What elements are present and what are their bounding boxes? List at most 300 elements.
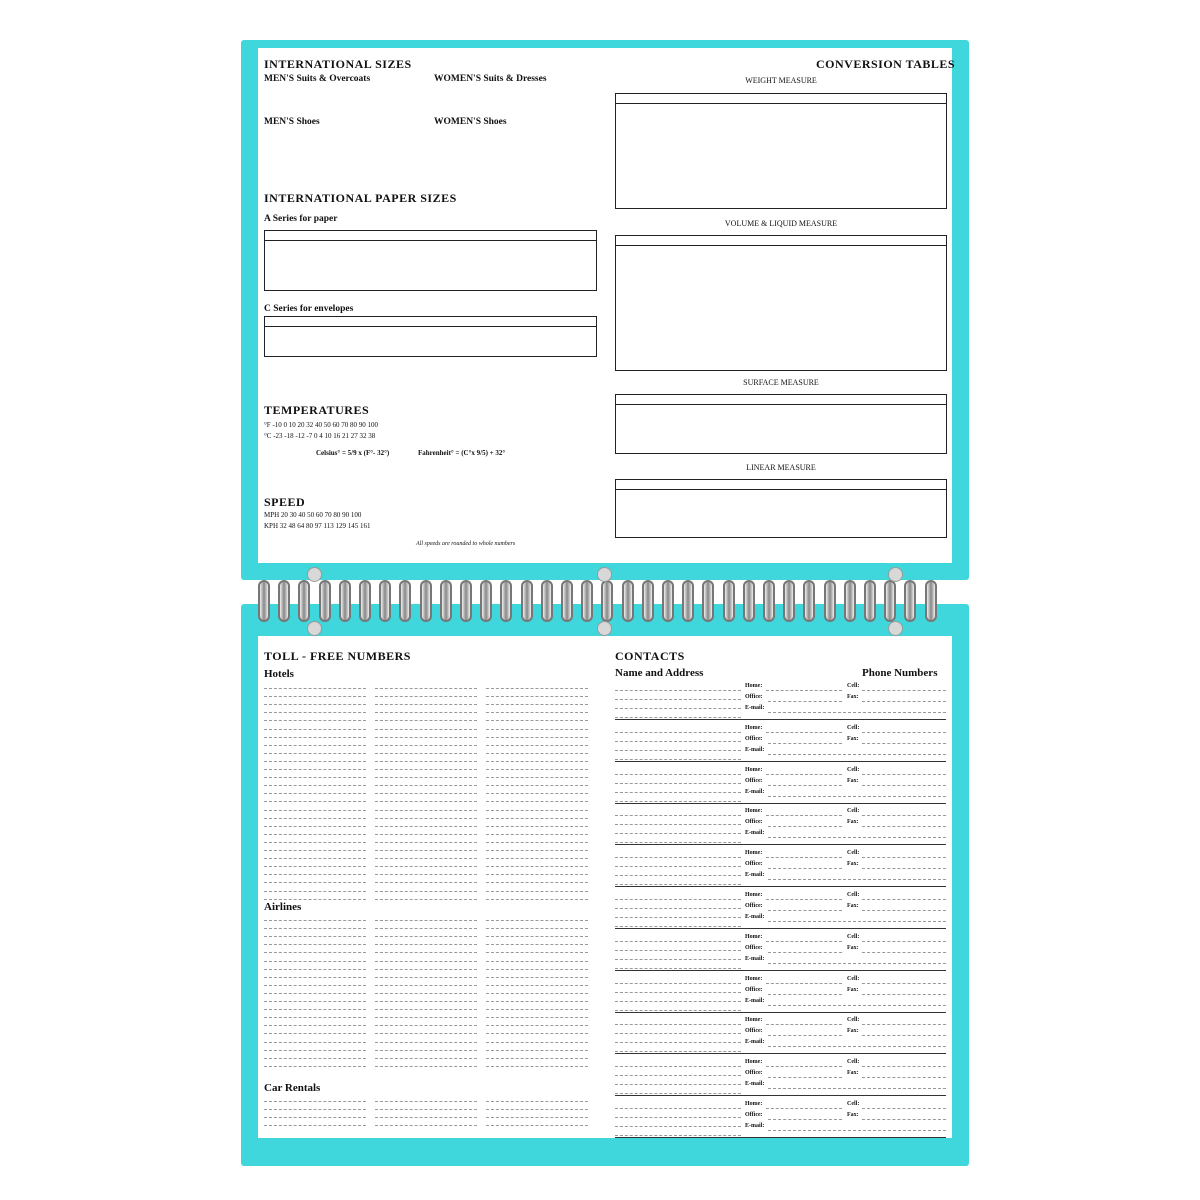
office-label: Office: — [745, 819, 763, 826]
entry-line — [264, 720, 366, 721]
entry-line — [486, 952, 588, 953]
entry-line — [766, 815, 842, 816]
entry-line — [264, 696, 366, 697]
entry-line — [375, 936, 477, 937]
entry-line — [615, 717, 741, 718]
coil — [379, 580, 391, 622]
entry-line — [375, 874, 477, 875]
entry-line — [375, 745, 477, 746]
hole — [307, 621, 322, 636]
entry-line — [486, 1109, 588, 1110]
home-label: Home: — [745, 1017, 763, 1024]
entry-line — [375, 993, 477, 994]
entry-line — [486, 944, 588, 945]
email-label: E-mail: — [745, 746, 765, 753]
entry-line — [486, 769, 588, 770]
entry-line — [486, 1050, 588, 1051]
contact-divider — [615, 803, 946, 804]
entry-line — [486, 712, 588, 713]
coil — [500, 580, 512, 622]
entry-line — [375, 899, 477, 900]
entry-line — [375, 696, 477, 697]
fax-label: Fax: — [847, 777, 859, 784]
entry-line — [375, 1009, 477, 1010]
cell-label: Cell: — [847, 975, 860, 982]
office-label: Office: — [745, 903, 763, 909]
name-address-heading: Name and Address — [615, 667, 704, 679]
entry-line — [375, 801, 477, 802]
entry-line — [615, 842, 741, 843]
entry-line — [264, 801, 366, 802]
entry-line — [862, 1024, 946, 1025]
entry-line — [264, 712, 366, 713]
entry-line — [486, 920, 588, 921]
entry-line — [375, 1017, 477, 1018]
entry-line — [375, 928, 477, 929]
entry-line — [375, 777, 477, 778]
entry-line — [768, 879, 946, 880]
entry-line — [615, 750, 741, 751]
entry-line — [375, 944, 477, 945]
coil — [622, 580, 634, 622]
entry-line — [264, 1017, 366, 1018]
coil — [480, 580, 492, 622]
contact-divider — [615, 886, 946, 887]
entry-line — [862, 941, 946, 942]
entry-line — [766, 732, 842, 733]
coil — [723, 580, 735, 622]
entry-line — [768, 994, 842, 995]
entry-line — [486, 977, 588, 978]
home-label: Home: — [745, 1059, 763, 1066]
home-label: Home: — [745, 892, 763, 898]
coil — [258, 580, 270, 622]
coil — [904, 580, 916, 622]
temp-c-row: °C -23 -18 -12 -7 0 4 10 16 21 27 32 38 — [264, 432, 376, 440]
entry-line — [486, 1042, 588, 1043]
fax-label: Fax: — [847, 1112, 859, 1118]
entry-line — [615, 792, 741, 793]
coil — [399, 580, 411, 622]
hole — [307, 567, 322, 582]
entry-line — [486, 1009, 588, 1010]
entry-line — [264, 899, 366, 900]
entry-line — [768, 1005, 946, 1006]
entry-line — [615, 1001, 741, 1002]
entry-line — [375, 1101, 477, 1102]
entry-line — [768, 1046, 946, 1047]
cell-label: Cell: — [847, 1059, 860, 1066]
entry-line — [615, 699, 741, 700]
entry-line — [862, 690, 946, 691]
entry-line — [768, 837, 946, 838]
coil — [541, 580, 553, 622]
entry-line — [486, 1058, 588, 1059]
car-rentals-heading: Car Rentals — [264, 1082, 321, 1094]
home-label: Home: — [745, 850, 763, 857]
email-label: E-mail: — [745, 872, 765, 879]
coil — [319, 580, 331, 622]
entry-line — [862, 785, 946, 786]
entry-line — [768, 701, 842, 702]
office-label: Office: — [745, 986, 763, 993]
entry-line — [615, 1033, 741, 1034]
entry-line — [862, 774, 946, 775]
entry-line — [615, 1042, 741, 1043]
home-label: Home: — [745, 933, 763, 940]
entry-line — [375, 1117, 477, 1118]
entry-line — [264, 977, 366, 978]
entry-line — [615, 908, 741, 909]
entry-line — [375, 866, 477, 867]
cell-label: Cell: — [847, 933, 860, 940]
entry-line — [264, 1058, 366, 1059]
entry-line — [615, 875, 741, 876]
toll-free-title: TOLL - FREE NUMBERS — [264, 649, 411, 663]
entry-line — [375, 826, 477, 827]
office-label: Office: — [745, 1028, 763, 1035]
fax-label: Fax: — [847, 694, 859, 700]
entry-line — [615, 801, 741, 802]
kph-row: KPH 32 48 64 80 97 113 129 145 161 — [264, 522, 371, 530]
coil — [844, 580, 856, 622]
celsius-formula: Celsius° = 5/9 x (F°- 32°) — [316, 449, 390, 457]
coil — [884, 580, 896, 622]
office-label: Office: — [745, 735, 763, 742]
entry-line — [486, 993, 588, 994]
entry-line — [615, 690, 741, 691]
entry-line — [264, 793, 366, 794]
entry-line — [486, 866, 588, 867]
coil — [783, 580, 795, 622]
cell-label: Cell: — [847, 1017, 860, 1024]
cell-label: Cell: — [847, 892, 860, 898]
entry-line — [375, 785, 477, 786]
hole — [888, 567, 903, 582]
phone-numbers-heading: Phone Numbers — [862, 667, 938, 679]
entry-line — [768, 952, 842, 953]
entry-line — [264, 688, 366, 689]
email-label: E-mail: — [745, 705, 765, 711]
coil — [642, 580, 654, 622]
c-series-table — [264, 316, 597, 357]
entry-line — [862, 1119, 946, 1120]
entry-line — [375, 1125, 477, 1126]
mens-suits-heading: MEN'S Suits & Overcoats — [264, 74, 371, 84]
entry-line — [862, 826, 946, 827]
entry-line — [615, 857, 741, 858]
coil — [561, 580, 573, 622]
entry-line — [486, 777, 588, 778]
coil — [682, 580, 694, 622]
entry-line — [375, 1025, 477, 1026]
entry-line — [264, 891, 366, 892]
entry-line — [264, 753, 366, 754]
entry-line — [486, 928, 588, 929]
email-label: E-mail: — [745, 830, 765, 837]
paper-title: INTERNATIONAL PAPER SIZES — [264, 191, 457, 205]
entry-line — [768, 1077, 842, 1078]
coil — [763, 580, 775, 622]
entry-line — [615, 1084, 741, 1085]
entry-line — [264, 920, 366, 921]
volume-measure-heading: VOLUME & LIQUID MEASURE — [724, 219, 838, 228]
email-label: E-mail: — [745, 997, 765, 1004]
entry-line — [486, 850, 588, 851]
entry-line — [264, 993, 366, 994]
office-label: Office: — [745, 861, 763, 868]
entry-line — [768, 921, 946, 922]
entry-line — [862, 994, 946, 995]
fax-label: Fax: — [847, 944, 859, 951]
entry-line — [375, 1050, 477, 1051]
contact-divider — [615, 928, 946, 929]
entry-line — [862, 952, 946, 953]
entry-line — [615, 833, 741, 834]
entry-line — [615, 983, 741, 984]
entry-line — [768, 712, 946, 713]
entry-line — [615, 1010, 741, 1011]
entry-line — [375, 818, 477, 819]
coil — [298, 580, 310, 622]
entry-line — [264, 858, 366, 859]
entry-line — [264, 1009, 366, 1010]
entry-line — [615, 866, 741, 867]
office-label: Office: — [745, 777, 763, 784]
contact-divider — [615, 761, 946, 762]
entry-line — [375, 729, 477, 730]
entry-line — [486, 936, 588, 937]
home-label: Home: — [745, 766, 763, 773]
entry-line — [264, 1125, 366, 1126]
contact-divider — [615, 1137, 946, 1138]
cell-label: Cell: — [847, 724, 860, 731]
entry-line — [375, 985, 477, 986]
entry-line — [766, 1024, 842, 1025]
contacts-title: CONTACTS — [615, 649, 685, 663]
a-series-heading: A Series for paper — [264, 214, 338, 224]
coil — [702, 580, 714, 622]
entry-line — [486, 801, 588, 802]
home-label: Home: — [745, 683, 763, 689]
fax-label: Fax: — [847, 735, 859, 742]
hole — [888, 621, 903, 636]
entry-line — [264, 737, 366, 738]
office-label: Office: — [745, 694, 763, 700]
fax-label: Fax: — [847, 1070, 859, 1077]
email-label: E-mail: — [745, 1081, 765, 1088]
entry-line — [264, 866, 366, 867]
entry-line — [375, 753, 477, 754]
entry-line — [615, 926, 741, 927]
entry-line — [375, 952, 477, 953]
hole — [597, 567, 612, 582]
cell-label: Cell: — [847, 766, 860, 773]
contact-divider — [615, 719, 946, 720]
entry-line — [862, 899, 946, 900]
cell-label: Cell: — [847, 808, 860, 815]
entry-line — [486, 818, 588, 819]
entry-line — [264, 928, 366, 929]
a-series-table — [264, 230, 597, 291]
entry-line — [862, 857, 946, 858]
coil — [278, 580, 290, 622]
coil — [460, 580, 472, 622]
coil — [521, 580, 533, 622]
entry-line — [264, 810, 366, 811]
entry-line — [264, 1117, 366, 1118]
entry-line — [375, 720, 477, 721]
coil — [359, 580, 371, 622]
email-label: E-mail: — [745, 1123, 765, 1129]
entry-line — [264, 882, 366, 883]
entry-line — [615, 950, 741, 951]
home-label: Home: — [745, 1101, 763, 1107]
entry-line — [862, 868, 946, 869]
contact-divider — [615, 970, 946, 971]
temp-f-row: °F -10 0 10 20 32 40 50 60 70 80 90 100 — [264, 421, 379, 429]
entry-line — [862, 983, 946, 984]
entry-line — [768, 1035, 842, 1036]
entry-line — [768, 1130, 946, 1131]
entry-line — [264, 961, 366, 962]
mens-shoes-heading: MEN'S Shoes — [264, 117, 320, 127]
entry-line — [766, 1108, 842, 1109]
entry-line — [486, 969, 588, 970]
entry-line — [615, 1051, 741, 1052]
entry-line — [615, 1066, 741, 1067]
contact-divider — [615, 1095, 946, 1096]
entry-line — [768, 963, 946, 964]
entry-line — [486, 729, 588, 730]
entry-line — [862, 1066, 946, 1067]
entry-line — [486, 961, 588, 962]
entry-line — [486, 810, 588, 811]
entry-line — [615, 759, 741, 760]
entry-line — [486, 704, 588, 705]
entry-line — [615, 1075, 741, 1076]
womens-suits-heading: WOMEN'S Suits & Dresses — [434, 74, 547, 84]
conversion-title: CONVERSION TABLES — [816, 57, 956, 71]
fax-label: Fax: — [847, 903, 859, 909]
entry-line — [486, 696, 588, 697]
entry-line — [486, 1017, 588, 1018]
entry-line — [264, 785, 366, 786]
coil — [662, 580, 674, 622]
linear-table — [615, 479, 947, 538]
temperatures-title: TEMPERATURES — [264, 403, 370, 417]
entry-line — [486, 842, 588, 843]
volume-table — [615, 235, 947, 371]
entry-line — [486, 737, 588, 738]
entry-line — [375, 1001, 477, 1002]
fax-label: Fax: — [847, 819, 859, 826]
coil — [420, 580, 432, 622]
surface-table — [615, 394, 947, 454]
coil — [440, 580, 452, 622]
entry-line — [862, 1077, 946, 1078]
entry-line — [615, 968, 741, 969]
entry-line — [486, 1066, 588, 1067]
entry-line — [615, 1024, 741, 1025]
entry-line — [862, 701, 946, 702]
entry-line — [768, 826, 842, 827]
entry-line — [615, 815, 741, 816]
entry-line — [375, 810, 477, 811]
coil — [581, 580, 593, 622]
entry-line — [375, 769, 477, 770]
entry-line — [264, 1050, 366, 1051]
coil — [339, 580, 351, 622]
entry-line — [768, 785, 842, 786]
entry-line — [264, 944, 366, 945]
entry-line — [862, 910, 946, 911]
entry-line — [264, 729, 366, 730]
entry-line — [264, 874, 366, 875]
entry-line — [862, 743, 946, 744]
surface-measure-heading: SURFACE MEASURE — [743, 378, 819, 387]
entry-line — [862, 1035, 946, 1036]
entry-line — [768, 1119, 842, 1120]
entry-line — [375, 858, 477, 859]
entry-line — [264, 745, 366, 746]
entry-line — [375, 891, 477, 892]
speed-note: All speeds are rounded to whole numbers — [416, 541, 516, 547]
entry-line — [264, 704, 366, 705]
entry-line — [264, 952, 366, 953]
home-label: Home: — [745, 975, 763, 982]
office-label: Office: — [745, 944, 763, 951]
entry-line — [375, 704, 477, 705]
entry-line — [615, 1126, 741, 1127]
cell-label: Cell: — [847, 683, 860, 689]
entry-line — [486, 985, 588, 986]
entry-line — [486, 761, 588, 762]
entry-line — [615, 708, 741, 709]
entry-line — [768, 1088, 946, 1089]
coil — [601, 580, 613, 622]
entry-line — [862, 1108, 946, 1109]
entry-line — [375, 842, 477, 843]
entry-line — [768, 868, 842, 869]
entry-line — [486, 688, 588, 689]
home-label: Home: — [745, 724, 763, 731]
entry-line — [264, 777, 366, 778]
entry-line — [486, 1125, 588, 1126]
entry-line — [486, 745, 588, 746]
entry-line — [615, 732, 741, 733]
cell-label: Cell: — [847, 1101, 860, 1107]
entry-line — [486, 785, 588, 786]
entry-line — [615, 941, 741, 942]
entry-line — [264, 969, 366, 970]
entry-line — [264, 826, 366, 827]
entry-line — [264, 985, 366, 986]
entry-line — [375, 737, 477, 738]
airlines-heading: Airlines — [264, 901, 302, 913]
entry-line — [615, 917, 741, 918]
fax-label: Fax: — [847, 986, 859, 993]
coil — [803, 580, 815, 622]
entry-line — [615, 783, 741, 784]
entry-line — [264, 1042, 366, 1043]
entry-line — [375, 850, 477, 851]
entry-line — [375, 1033, 477, 1034]
entry-line — [862, 732, 946, 733]
entry-line — [615, 959, 741, 960]
entry-line — [375, 712, 477, 713]
entry-line — [264, 769, 366, 770]
